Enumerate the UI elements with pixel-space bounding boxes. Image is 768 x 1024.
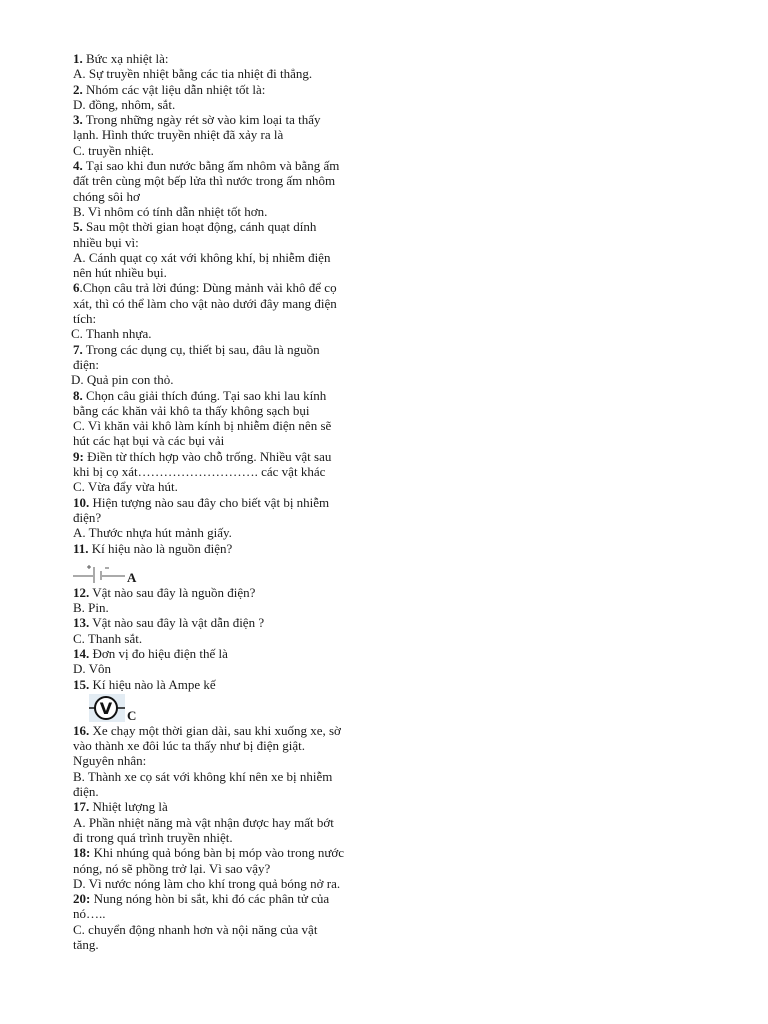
question-block bbox=[73, 112, 373, 158]
answer-text: A. Cánh quạt cọ xát với không khí, bị nhiễm điện bbox=[73, 249, 331, 265]
question-text-segment: khi bị cọ xát………………………. các vật khác bbox=[73, 464, 326, 480]
answer-text: B. Vì nhôm có tính dẫn nhiệt tốt hơn. bbox=[73, 203, 268, 219]
question-number: 13. bbox=[73, 615, 90, 631]
question-text-continued bbox=[73, 173, 373, 188]
question-block bbox=[73, 158, 373, 219]
question-block bbox=[73, 449, 373, 495]
question-text-segment: Xe chạy một thời gian dài, sau khi xuống xe, sờ bbox=[89, 722, 341, 738]
question-number: 2. bbox=[73, 81, 83, 97]
battery-symbol-icon bbox=[73, 564, 125, 584]
question-text-segment: Bức xạ nhiệt là: bbox=[82, 51, 169, 66]
question-text bbox=[73, 495, 373, 510]
question-text bbox=[73, 891, 373, 906]
question-text-segment: điện? bbox=[73, 509, 102, 525]
question-text-segment: Sau một thời gian hoạt động, cánh quạt dính bbox=[82, 219, 317, 235]
answer-text-continued: tăng. bbox=[73, 937, 99, 953]
question-text-segment: điện: bbox=[73, 356, 99, 372]
question-text-segment: Nung nóng hòn bi sắt, khi đó các phân tử của bbox=[90, 891, 330, 907]
question-text-segment: Hiện tượng nào sau đây cho biết vật bị nhiễm bbox=[89, 494, 330, 510]
question-block bbox=[73, 677, 373, 722]
question-text bbox=[73, 51, 373, 66]
answer-text: C. chuyển động nhanh hơn và nội năng của vật bbox=[73, 921, 318, 937]
voltmeter-symbol-icon bbox=[89, 694, 125, 722]
question-text-continued bbox=[73, 464, 373, 479]
answer-text-continued: hút các hạt bụi và các bụi vải bbox=[73, 433, 225, 449]
answer-text: B. Thành xe cọ sát với không khí nên xe bị nhiễm bbox=[73, 768, 333, 784]
question-number: 18: bbox=[73, 845, 91, 861]
question-text-continued bbox=[73, 738, 373, 753]
answer-text: A. Sự truyền nhiệt bằng các tia nhiệt đi thẳng. bbox=[73, 66, 313, 82]
question-text-continued bbox=[73, 906, 373, 921]
question-number: 3. bbox=[73, 112, 83, 128]
answer-text: D. Vì nước nóng làm cho khí trong quả bóng nở ra. bbox=[73, 875, 341, 891]
question-block bbox=[73, 495, 373, 541]
question-text bbox=[73, 219, 373, 234]
question-text-continued bbox=[73, 403, 373, 418]
answer-text: C. Vừa đẩy vừa hút. bbox=[73, 479, 178, 495]
symbol-answer-letter: A bbox=[127, 569, 137, 585]
question-number: 12. bbox=[73, 584, 90, 600]
question-text-segment: xát, thì có thể làm cho vật nào dưới đây mang điện bbox=[73, 295, 337, 311]
question-text-segment: Đơn vị đo hiệu điện thế là bbox=[89, 645, 228, 661]
question-text bbox=[73, 646, 373, 661]
question-number: 16. bbox=[73, 722, 90, 738]
meter-glyph: V bbox=[99, 698, 113, 718]
question-number: 15. bbox=[73, 676, 90, 692]
question-text-segment: .Chọn câu trả lời đúng: Dùng mảnh vải khô để cọ bbox=[79, 280, 337, 296]
question-block bbox=[73, 342, 373, 388]
question-text bbox=[73, 585, 373, 600]
question-text-continued bbox=[73, 189, 373, 204]
question-text-segment: Nhiệt lượng là bbox=[89, 799, 168, 815]
question-text-segment: nó….. bbox=[73, 906, 106, 922]
answer-text-continued: đi trong quá trình truyền nhiệt. bbox=[73, 829, 233, 845]
answer-text: D. Vôn bbox=[73, 661, 112, 677]
question-text-segment: Khi nhúng quả bóng bàn bị móp vào trong nước bbox=[90, 845, 345, 861]
answer-text-continued: điện. bbox=[73, 784, 99, 800]
question-block bbox=[73, 799, 373, 845]
question-text-continued bbox=[73, 753, 373, 768]
answer-text: C. Thanh nhựa. bbox=[71, 326, 152, 342]
question-text-segment: Vật nào sau đây là vật dẫn điện ? bbox=[89, 615, 265, 631]
question-number: 8. bbox=[73, 387, 83, 403]
question-text-segment: Tại sao khi đun nước bằng ấm nhôm và bằng ấm bbox=[82, 158, 340, 174]
answer-text: D. Quả pin con thỏ. bbox=[71, 372, 174, 388]
question-block bbox=[73, 82, 373, 113]
question-number: 1. bbox=[73, 51, 83, 66]
question-number: 17. bbox=[73, 799, 90, 815]
question-text-segment: nóng, nó sẽ phồng trở lại. Vì sao vậy? bbox=[73, 860, 271, 876]
question-block bbox=[73, 615, 373, 646]
question-text-segment: Nhóm các vật liệu dẫn nhiệt tốt là: bbox=[82, 81, 266, 97]
question-text bbox=[73, 280, 373, 295]
question-text-segment: lạnh. Hình thức truyền nhiệt đã xảy ra là bbox=[73, 127, 284, 143]
answer-text: C. truyền nhiệt. bbox=[73, 142, 154, 158]
answer-text: C. Thanh sắt. bbox=[73, 630, 143, 646]
meter-symbol-row bbox=[89, 694, 373, 722]
question-text bbox=[73, 342, 373, 357]
question-block bbox=[73, 51, 373, 82]
question-text-segment: Kí hiệu nào là Ampe kế bbox=[89, 676, 216, 692]
answer-text: A. Phần nhiệt năng mà vật nhận được hay mất bớt bbox=[73, 814, 334, 830]
question-text-continued bbox=[73, 296, 373, 311]
answer-text: C. Vì khăn vải khô làm kính bị nhiễm điện nên sẽ bbox=[73, 418, 332, 434]
question-text bbox=[73, 615, 373, 630]
question-text-segment: nhiều bụi vì: bbox=[73, 234, 139, 250]
question-number: 9: bbox=[73, 448, 84, 464]
question-text-segment: đất trên cùng một bếp lửa thì nước trong ấm nhôm bbox=[73, 173, 336, 189]
question-text bbox=[73, 799, 373, 814]
question-number: 10. bbox=[73, 494, 90, 510]
question-text-segment: Vật nào sau đây là nguồn điện? bbox=[89, 584, 256, 600]
question-text-continued bbox=[73, 311, 373, 326]
question-text-segment: bằng các khăn vải khô ta thấy không sạch bụi bbox=[73, 402, 310, 418]
question-block bbox=[73, 585, 373, 616]
question-text-continued bbox=[73, 510, 373, 525]
question-block bbox=[73, 845, 373, 891]
question-block bbox=[73, 541, 373, 584]
question-text-segment: Trong những ngày rét sờ vào kim loại ta thấy bbox=[82, 112, 321, 128]
question-text bbox=[73, 541, 373, 556]
document-page bbox=[73, 51, 373, 952]
question-text-segment: vào thành xe đôi lúc ta thấy như bị điện giật. bbox=[73, 738, 305, 754]
question-number: 7. bbox=[73, 341, 83, 357]
question-text-continued bbox=[73, 127, 373, 142]
question-number: 4. bbox=[73, 158, 83, 174]
question-text bbox=[73, 82, 373, 97]
battery-symbol-row bbox=[73, 558, 373, 584]
symbol-answer-letter: C bbox=[127, 707, 137, 723]
answer-text: D. đồng, nhôm, sắt. bbox=[73, 96, 176, 112]
question-text-segment: Trong các dụng cụ, thiết bị sau, đâu là nguồn bbox=[82, 341, 320, 357]
question-text-segment: Chọn câu giải thích đúng. Tại sao khi lau kính bbox=[82, 387, 327, 403]
question-block bbox=[73, 280, 373, 341]
question-block bbox=[73, 891, 373, 952]
question-number: 14. bbox=[73, 645, 90, 661]
question-block bbox=[73, 723, 373, 799]
question-block bbox=[73, 219, 373, 280]
question-text-continued bbox=[73, 861, 373, 876]
question-text bbox=[73, 449, 373, 464]
question-number: 20: bbox=[73, 891, 91, 907]
question-number: 5. bbox=[73, 219, 83, 235]
question-text bbox=[73, 158, 373, 173]
question-text-segment: chóng sôi hơ bbox=[73, 188, 140, 204]
answer-text: B. Pin. bbox=[73, 600, 109, 616]
question-text bbox=[73, 845, 373, 860]
question-text bbox=[73, 677, 373, 692]
question-text bbox=[73, 112, 373, 127]
question-text-segment: Kí hiệu nào là nguồn điện? bbox=[88, 540, 233, 556]
question-text-continued bbox=[73, 235, 373, 250]
question-text bbox=[73, 723, 373, 738]
answer-text: A. Thước nhựa hút mảnh giấy. bbox=[73, 525, 232, 541]
question-block bbox=[73, 388, 373, 449]
answer-text-continued: nên hút nhiều bụi. bbox=[73, 265, 167, 281]
question-text bbox=[73, 388, 373, 403]
question-block bbox=[73, 646, 373, 677]
question-text-continued bbox=[73, 357, 373, 372]
question-number: 6 bbox=[73, 280, 80, 296]
question-text-segment: Điền từ thích hợp vào chỗ trống. Nhiều vật sau bbox=[83, 448, 332, 464]
question-text-segment: Nguyên nhân: bbox=[73, 753, 147, 769]
question-text-segment: tích: bbox=[73, 311, 97, 327]
question-number: 11. bbox=[73, 540, 89, 556]
